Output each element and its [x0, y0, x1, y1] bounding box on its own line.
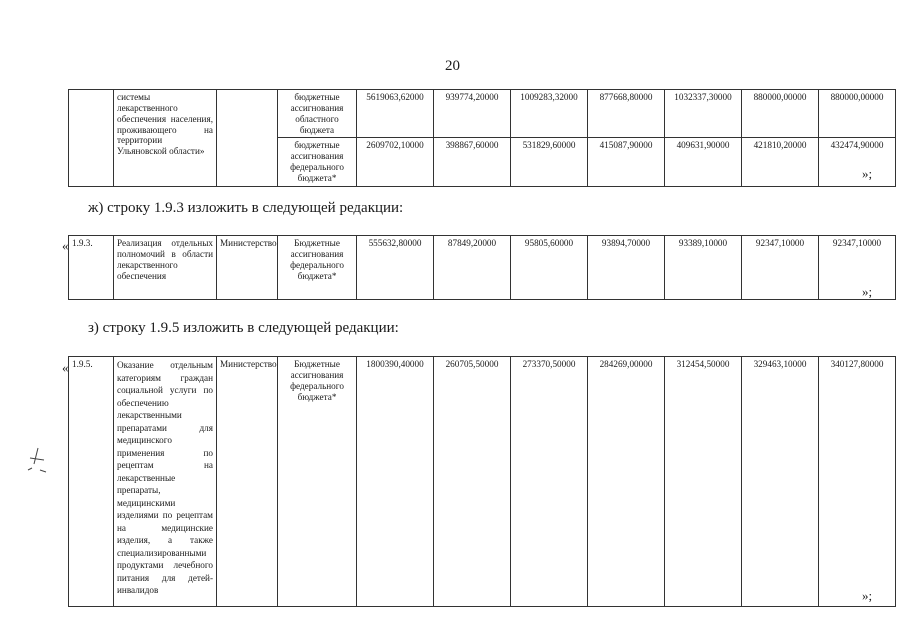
amount-cell: 531829,60000: [511, 138, 588, 186]
amount-cell: 260705,50000: [434, 357, 511, 607]
executor: Министерство: [217, 357, 278, 607]
amount-cell: 880000,00000: [742, 90, 819, 138]
amount-cell: 398867,60000: [434, 138, 511, 186]
amount-cell: 421810,20000: [742, 138, 819, 186]
closing-quote: »;: [862, 588, 873, 603]
amount-cell: 2609702,10000: [357, 138, 434, 186]
amount-cell: 555632,80000: [357, 236, 434, 300]
funding-source: бюджетные ассигнования областного бюджета: [278, 90, 357, 138]
funding-source: Бюджетные ассигнования федерального бюджета*: [278, 357, 357, 607]
amount-cell: 95805,60000: [511, 236, 588, 300]
row-1-9-3-table: [68, 235, 896, 300]
activity-description: Оказание отдельным категориям граждан социальной услуги по обеспечению лекарственными препаратами для медицинского применения по рецептам на лекарственные препараты, медицинскими изделиями по рецептам на медицинские изделия, а также специализированными продуктами лечебного питания для детей-инвалидов: [114, 357, 217, 607]
amount-cell: 93894,70000: [588, 236, 665, 300]
amount-cell: 92347,10000: [819, 236, 896, 300]
program-table-continued: [68, 89, 896, 187]
amount-cell: 432474,90000: [819, 138, 896, 186]
executor: Министерство: [217, 236, 278, 300]
amount-cell: 273370,50000: [511, 357, 588, 607]
amount-cell: 409631,90000: [665, 138, 742, 186]
amount-cell: 92347,10000: [742, 236, 819, 300]
row-number: 1.9.3.: [69, 236, 114, 300]
instruction-zh: ж) строку 1.9.3 изложить в следующей редакции:: [88, 200, 404, 216]
amount-cell: 415087,90000: [588, 138, 665, 186]
amount-cell: 340127,80000: [819, 357, 896, 607]
closing-quote: »;: [862, 166, 873, 181]
amount-cell: 93389,10000: [665, 236, 742, 300]
amount-cell: 1800390,40000: [357, 357, 434, 607]
opening-quote: «: [62, 360, 69, 375]
amount-cell: 1032337,30000: [665, 90, 742, 138]
amount-cell: 284269,00000: [588, 357, 665, 607]
amount-cell: 87849,20000: [434, 236, 511, 300]
opening-quote: «: [62, 238, 69, 253]
activity-description: Реализация отдельных полномочий в области лекарственного обеспечения: [114, 236, 217, 300]
page-number: 20: [445, 58, 460, 74]
amount-cell: 939774,20000: [434, 90, 511, 138]
amount-cell: 880000,00000: [819, 90, 896, 138]
table-row: [69, 357, 896, 607]
amount-cell: 877668,80000: [588, 90, 665, 138]
amount-cell: 5619063,62000: [357, 90, 434, 138]
margin-pen-mark: [24, 446, 50, 476]
funding-source: бюджетные ассигнования федерального бюджета*: [278, 138, 357, 186]
amount-cell: 312454,50000: [665, 357, 742, 607]
closing-quote: »;: [862, 284, 873, 299]
funding-source: Бюджетные ассигнования федерального бюджета*: [278, 236, 357, 300]
row-number-cell: [69, 90, 114, 187]
instruction-z: з) строку 1.9.5 изложить в следующей редакции:: [88, 320, 399, 336]
table-row: [69, 90, 896, 138]
amount-cell: 329463,10000: [742, 357, 819, 607]
executor-cell: [217, 90, 278, 187]
table-row: [69, 236, 896, 300]
activity-description: системы лекарственного обеспечения населения, проживающего на территории Ульяновской области»: [114, 90, 217, 187]
row-1-9-5-table: [68, 356, 896, 607]
amount-cell: 1009283,32000: [511, 90, 588, 138]
row-number: 1.9.5.: [69, 357, 114, 607]
